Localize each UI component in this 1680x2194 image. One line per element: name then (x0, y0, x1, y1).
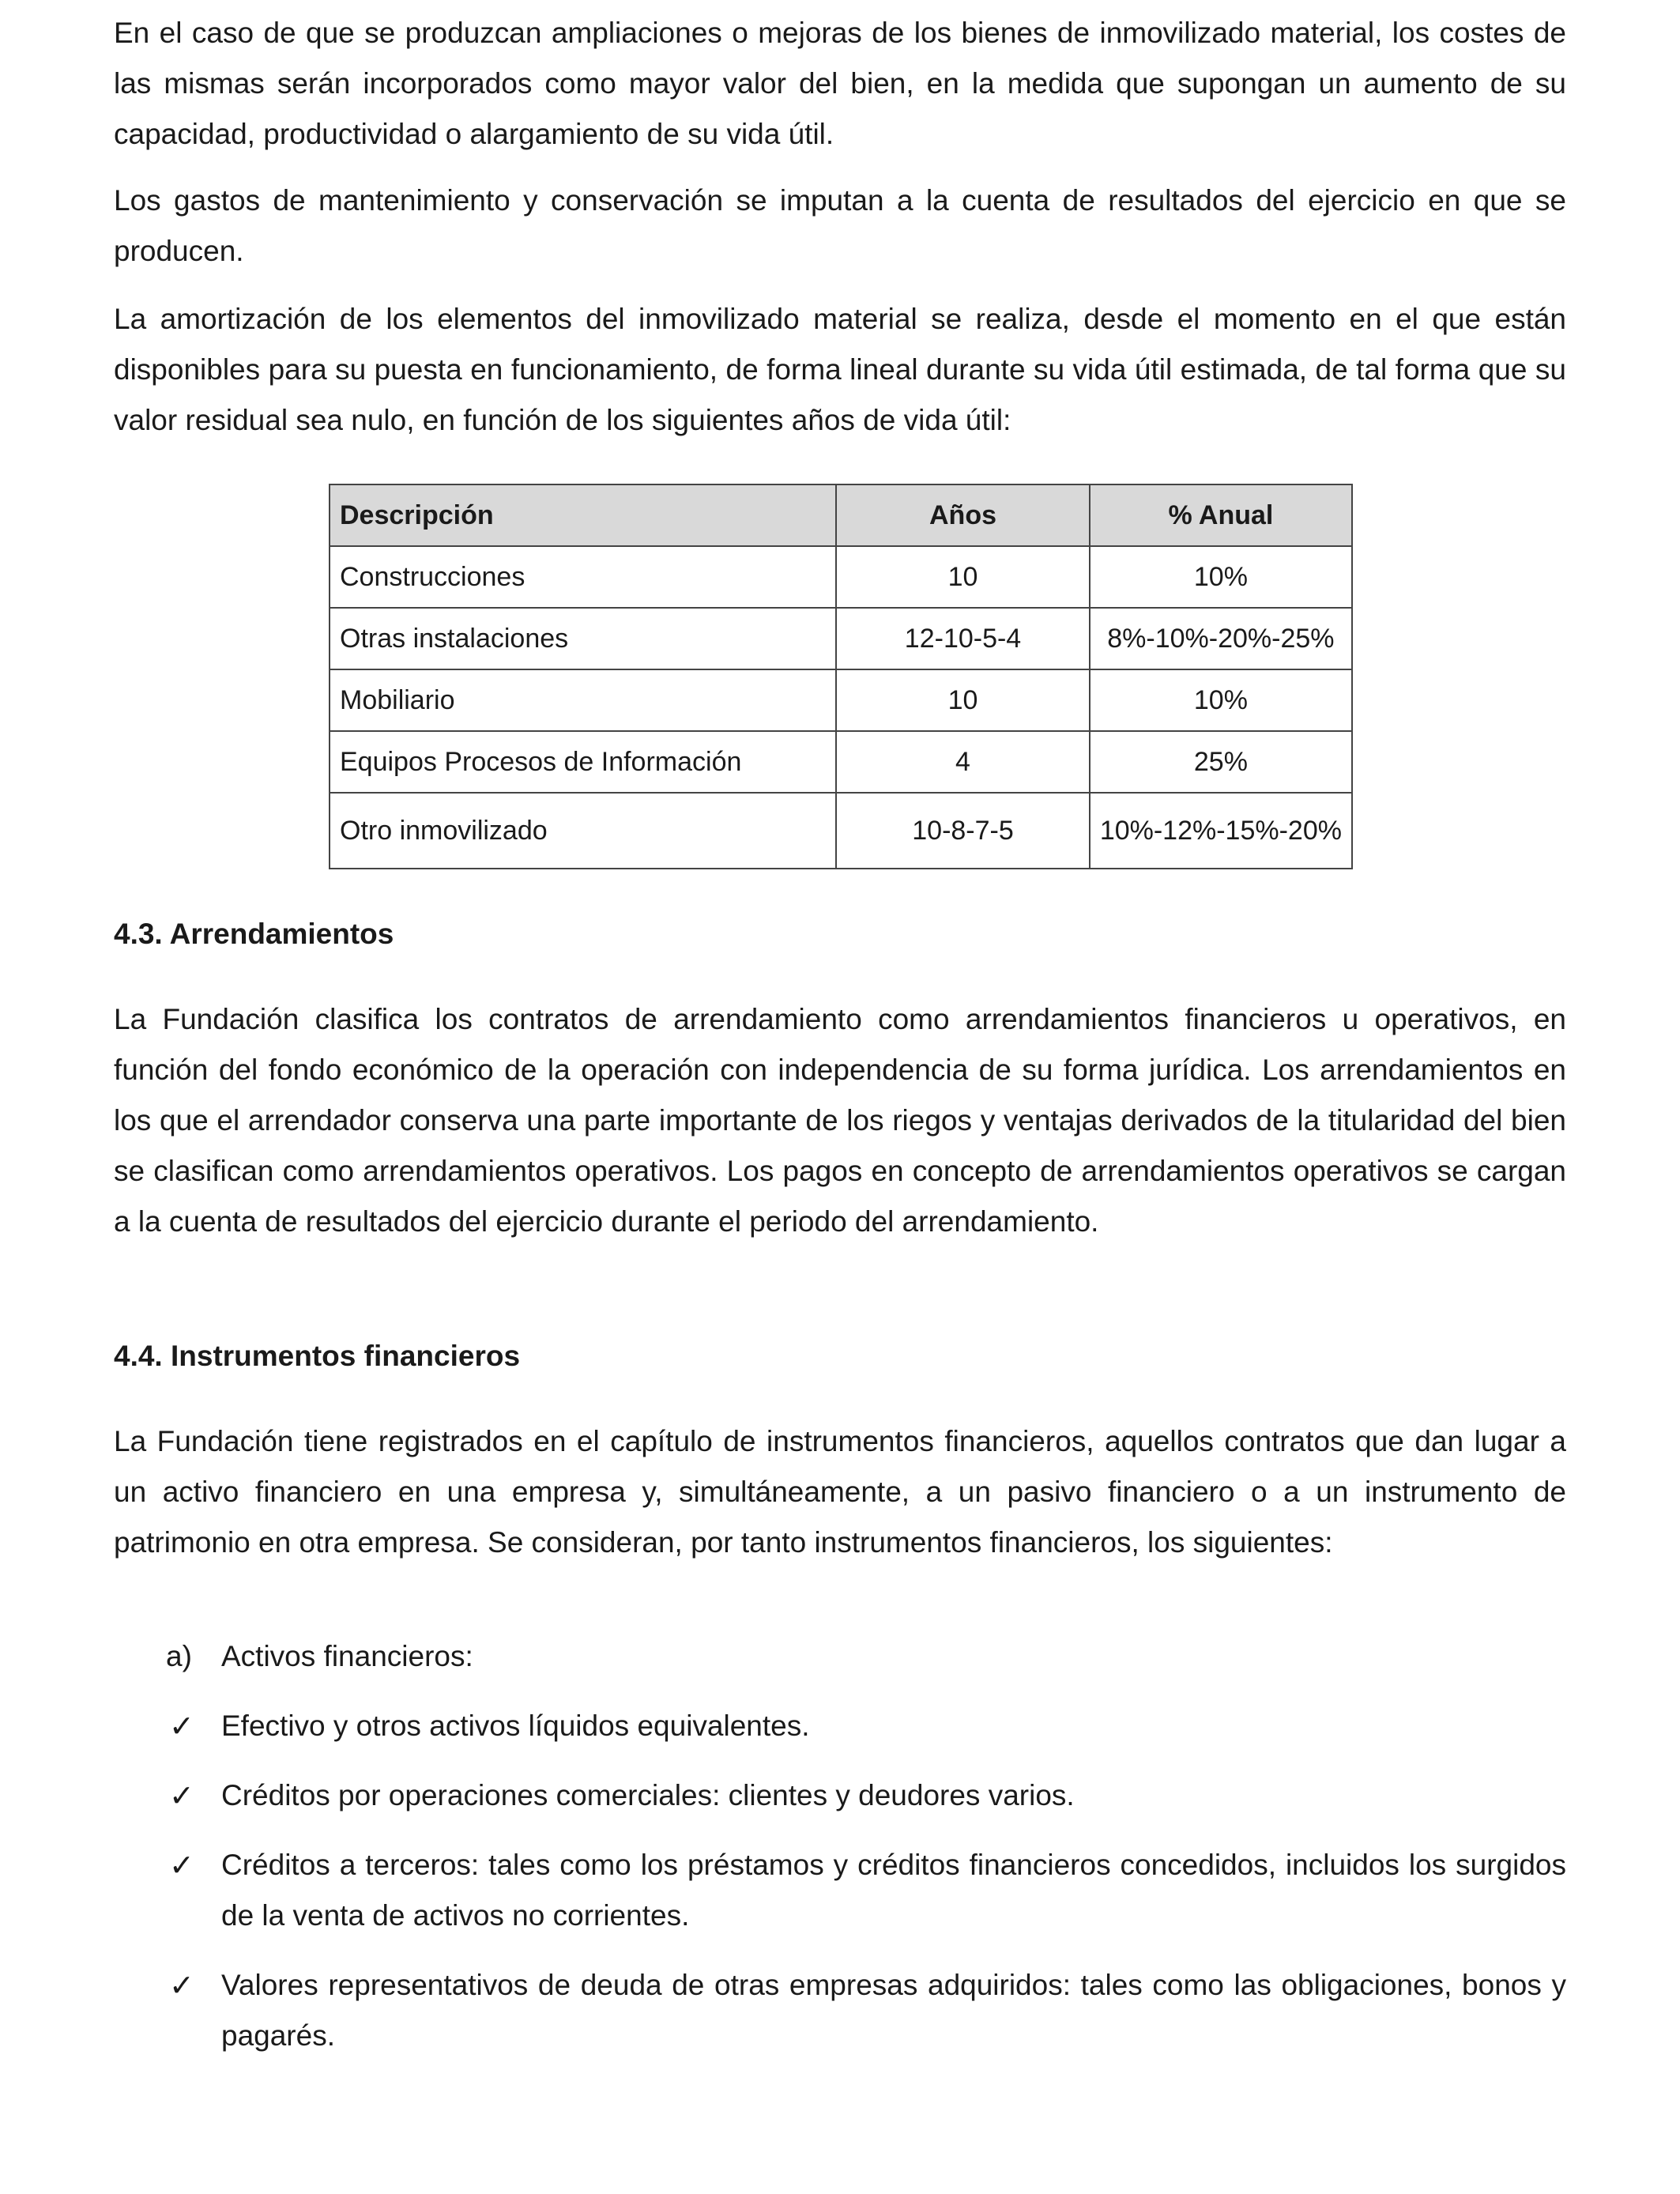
section-heading-instrumentos-financieros: 4.4. Instrumentos financieros (114, 1340, 521, 1372)
table-row (330, 793, 1352, 869)
section-heading-arrendamientos: 4.3. Arrendamientos (114, 918, 394, 950)
sublist-label: Activos financieros: (221, 1640, 473, 1672)
list-item-text: Efectivo y otros activos líquidos equivalentes. (221, 1710, 810, 1742)
table-row (330, 731, 1352, 793)
checkmark-icon: ✓ (169, 1968, 194, 2003)
list-item (169, 1770, 1566, 1821)
list-item (169, 1701, 1566, 1751)
table-cell: 10% (1090, 669, 1352, 731)
table-cell: 12-10-5-4 (836, 608, 1090, 669)
table-cell: 10% (1090, 546, 1352, 608)
list-item-text: Créditos por operaciones comerciales: clientes y deudores varios. (221, 1779, 1075, 1811)
table-cell: Construcciones (330, 546, 836, 608)
table-row (330, 669, 1352, 731)
paragraph-amortizacion: La amortización de los elementos del inmovilizado material se realiza, desde el momento en el que están disponibles para su puesta en funcionamiento, de forma lineal durante su vida útil estimada, de tal forma que su valor residual sea nulo, en función de los siguientes años de vida útil: (114, 303, 1566, 436)
table-cell: Otro inmovilizado (330, 793, 836, 869)
paragraph-gastos-mantenimiento: Los gastos de mantenimiento y conservación se imputan a la cuenta de resultados del ejercicio en que se producen. (114, 184, 1566, 267)
table-cell: 10 (836, 669, 1090, 731)
paragraph-arrendamientos: La Fundación clasifica los contratos de arrendamiento como arrendamientos financieros u operativos, en función del fondo económico de la operación con independencia de su forma jurídica. Los arrendamientos en los que el arrendador conserva una parte importante de los riegos y ventajas derivados de la titularidad del bien se clasifican como arrendamientos operativos. Los pagos en concepto de arrendamientos operativos se cargan a la cuenta de resultados del ejercicio durante el periodo del arrendamiento. (114, 1003, 1566, 1238)
paragraph-instrumentos-financieros: La Fundación tiene registrados en el capítulo de instrumentos financieros, aquellos contratos que dan lugar a un activo financiero en una empresa y, simultáneamente, a un pasivo financiero o a un instrumento de patrimonio en otra empresa. Se consideran, por tanto instrumentos financieros, los siguientes: (114, 1425, 1566, 1559)
table-cell: 10-8-7-5 (836, 793, 1090, 869)
sublist-activos-financieros (166, 1631, 473, 1682)
table-row (330, 546, 1352, 608)
table-cell: Equipos Procesos de Información (330, 731, 836, 793)
sublist-marker: a) (166, 1640, 192, 1672)
table-row (330, 608, 1352, 669)
table-cell: Mobiliario (330, 669, 836, 731)
list-item-text: Valores representativos de deuda de otras empresas adquiridos: tales como las obligaciones, bonos y pagarés. (221, 1969, 1566, 2052)
table-header-anos: Años (836, 484, 1090, 546)
table-header-row (330, 484, 1352, 546)
list-item (169, 1960, 1566, 2061)
table-cell: 4 (836, 731, 1090, 793)
table-cell: 10%-12%-15%-20% (1090, 793, 1352, 869)
checkmark-icon: ✓ (169, 1778, 194, 1813)
table-cell: 25% (1090, 731, 1352, 793)
amortization-table (329, 484, 1353, 869)
list-item-text: Créditos a terceros: tales como los préstamos y créditos financieros concedidos, incluidos los surgidos de la venta de activos no corrientes. (221, 1849, 1566, 1932)
table-cell: 8%-10%-20%-25% (1090, 608, 1352, 669)
table-header-descripcion: Descripción (330, 484, 836, 546)
checkmark-icon: ✓ (169, 1848, 194, 1883)
checkmark-icon: ✓ (169, 1709, 194, 1744)
list-item (169, 1840, 1566, 1941)
table-cell: Otras instalaciones (330, 608, 836, 669)
document-page (114, 0, 1566, 2194)
table-header-anual: % Anual (1090, 484, 1352, 546)
paragraph-ampliaciones: En el caso de que se produzcan ampliaciones o mejoras de los bienes de inmovilizado material, los costes de las mismas serán incorporados como mayor valor del bien, en la medida que supongan un aumento de su capacidad, productividad o alargamiento de su vida útil. (114, 17, 1566, 150)
table-cell: 10 (836, 546, 1090, 608)
